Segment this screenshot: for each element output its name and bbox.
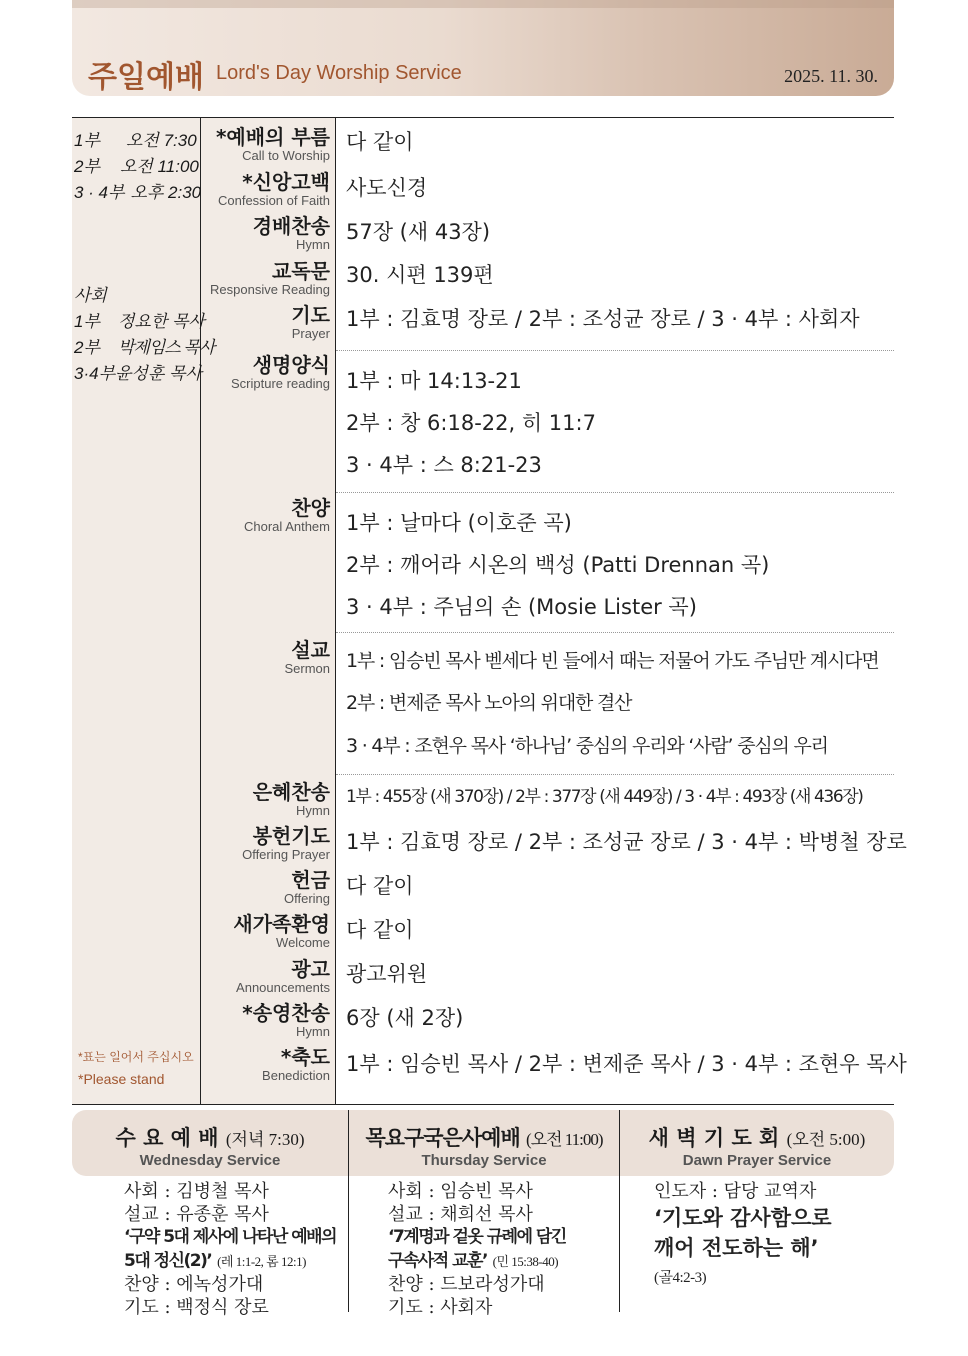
order-label: 광고 Announcements (236, 957, 330, 995)
label-column-divider (335, 118, 336, 1104)
page-header (72, 0, 894, 96)
order-label: *송영찬송 Hymn (242, 1001, 330, 1039)
order-label: 봉헌기도 Offering Prayer (242, 824, 330, 862)
order-label: 헌금 Offering (283, 868, 330, 906)
service-date: 2025. 11. 30. (784, 66, 878, 86)
order-content: 57장 (새 43장) (346, 220, 491, 244)
order-label: 설교 Sermon (284, 638, 330, 676)
order-content: 3 · 4부 : 조현우 목사 ‘하나님’ 중심의 우리와 ‘사람’ 중심의 우리 (346, 735, 828, 757)
order-label: 생명양식 Scripture reading (231, 353, 330, 391)
service-time-row: 1부 오전 7:30 (74, 131, 197, 150)
thursday-service-heading: 목요구국은사예배 (오전 11:00) Thursday Service (365, 1126, 603, 1169)
order-content: 3 · 4부 : 스 8:21-23 (346, 453, 542, 477)
order-content: 다 같이 (346, 918, 414, 942)
order-label: 은혜찬송 Hymn (252, 780, 330, 818)
order-content: 1부 : 날마다 (이호준 곡) (346, 511, 572, 535)
order-content: 1부 : 임승빈 목사 벧세다 빈 들에서 때는 저물어 가도 주님만 계시다면 (346, 650, 879, 672)
order-content: 다 같이 (346, 130, 414, 154)
order-label: 교독문 Responsive Reading (210, 259, 330, 297)
dawn-service-details: 인도자 : 담당 교역자 ‘기도와 감사함으로 깨어 전도하는 해’ (골4:2-3) (654, 1181, 832, 1286)
dotted-divider (336, 492, 894, 493)
dotted-divider (336, 350, 894, 351)
order-content: 2부 : 변제준 목사 노아의 위대한 결산 (346, 692, 632, 714)
order-content: 2부 : 창 6:18-22, 히 11:7 (346, 411, 596, 435)
order-content: 광고위원 (346, 962, 428, 986)
presiders-label: 사회 (74, 286, 107, 305)
stand-note: *표는 일어서 주십시오 *Please stand (78, 1050, 194, 1087)
presider-row: 2부 박제임스 목사 (74, 338, 215, 357)
order-label: 새가족환영 Welcome (233, 912, 330, 950)
order-label: *신앙고백 Confession of Faith (217, 170, 330, 208)
presider-row: 3·4부 윤성훈 목사 (74, 364, 202, 383)
order-content: 1부 : 임승빈 목사 / 2부 : 변제준 목사 / 3 · 4부 : 조현우 목사 (346, 1052, 907, 1076)
page-title: 주일예배 (88, 60, 204, 95)
order-label: 찬양 Choral Anthem (244, 496, 330, 534)
order-label: 경배찬송 Hymn (252, 214, 330, 252)
order-content: 사도신경 (346, 176, 428, 200)
order-content: 30. 시편 139편 (346, 263, 494, 287)
presiders (74, 283, 214, 387)
wednesday-service-heading: 수 요 예 배 (저녁 7:30) Wednesday Service (115, 1126, 305, 1169)
left-column (72, 118, 200, 1104)
order-content: 6장 (새 2장) (346, 1006, 464, 1030)
dotted-divider (336, 632, 894, 633)
order-content: 다 같이 (346, 874, 414, 898)
order-content: 1부 : 김효명 장로 / 2부 : 조성균 장로 / 3 · 4부 : 박병철 장로 (346, 830, 907, 854)
page-subtitle: Lord's Day Worship Service (216, 62, 462, 84)
service-times (74, 128, 201, 206)
order-content: 1부 : 455장 (새 370장) / 2부 : 377장 (새 449장) / 3 · 4부 : 493장 (새 436장) (346, 787, 863, 807)
order-label: 기도 Prayer (291, 303, 330, 341)
order-content: 3 · 4부 : 주님의 손 (Mosie Lister 곡) (346, 595, 697, 619)
order-content: 1부 : 마 14:13-21 (346, 369, 522, 393)
order-label: *축도 Benediction (262, 1045, 330, 1083)
wednesday-service-details: 사회 : 김병철 목사 설교 : 유종훈 목사 ‘구약 5대 제사에 나타난 예배의 5대 정신(2)’ (레 1:1-2, 롬 12:1) 찬양 : 에녹성가대 기도 : 백정식 장로 (124, 1181, 337, 1318)
service-time-row: 3 · 4부 오후 2:30 (74, 183, 202, 202)
section-divider (72, 1104, 894, 1105)
dotted-divider (336, 774, 894, 775)
dawn-service-heading: 새 벽 기 도 회 (오전 5:00) Dawn Prayer Service (648, 1126, 866, 1169)
thursday-service-details: 사회 : 임승빈 목사 설교 : 채희선 목사 ‘7계명과 겉옷 규례에 담긴 구속사적 교훈’ (민 15:38-40) 찬양 : 드보라성가대 기도 : 사회자 (388, 1181, 566, 1318)
order-label: *예배의 부름 Call to Worship (215, 125, 330, 163)
service-time-row: 2부 오전 11:00 (74, 157, 199, 176)
order-content: 1부 : 김효명 장로 / 2부 : 조성균 장로 / 3 · 4부 : 사회자 (346, 307, 860, 331)
presider-row: 1부 정요한 목사 (74, 312, 205, 331)
order-content: 2부 : 깨어라 시온의 백성 (Patti Drennan 곡) (346, 553, 770, 577)
